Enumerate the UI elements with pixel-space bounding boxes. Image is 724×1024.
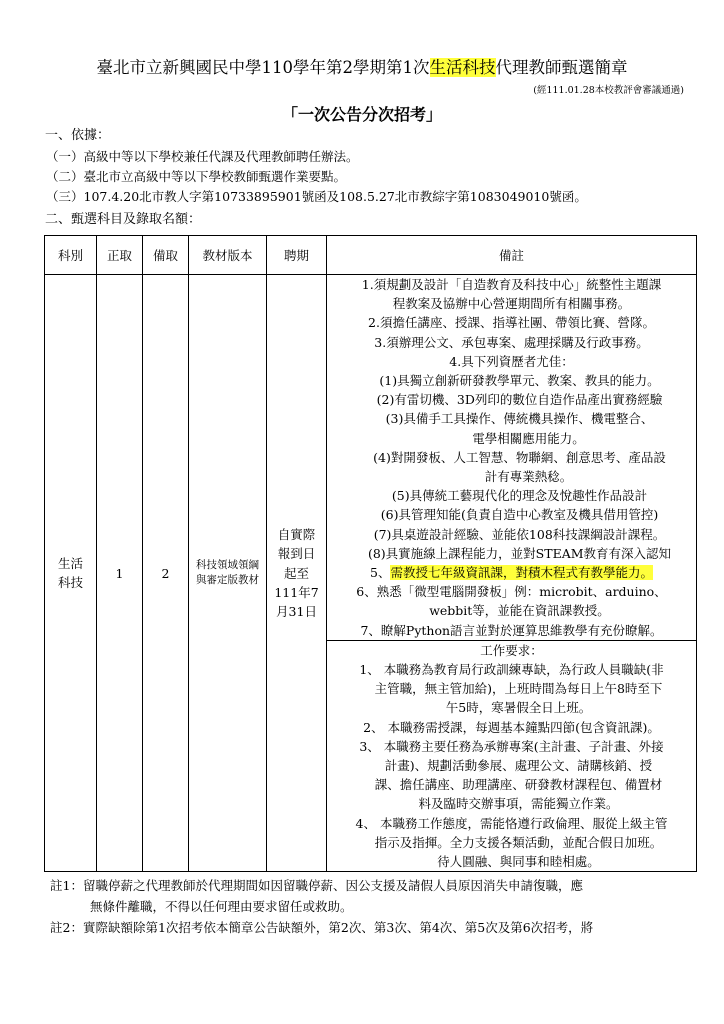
basis-item-2: （二）臺北市立高級中等以下學校教師甄選作業要點。 <box>46 169 347 184</box>
basis-item-3: （三）107.4.20北市教人字第10733895901號函及108.5.27北市教綜字第1083049010號函。 <box>46 189 587 204</box>
header-notes: 備註 <box>327 236 697 275</box>
page-title <box>0 54 724 78</box>
notes-work-requirements: 工作要求： 1、 本職務為教育局行政訓練專缺，為行政人員職缺(非 主管職，無主管加給)，上班時間為每日上午8時至下 午5時，寒暑假全日上班。 2、 本職務需授課，每週基本鐘點四節(包含資訊課)。 3、 本職務主要任務為承辦專案(主計畫、子計畫、外接 計畫)、規劃活動參展、處理公文、請購核銷、授 課、擔任講座、助理講座、研發教材課程包、備置材 料及臨時交辦事項，需能獨立作業。 4、 本職務工作態度，需能恪遵行政倫理、服從上級主管 指示及指揮。全力支援各類活動，並配合假日加班。 待人圓融、與同事和睦相處。 <box>327 640 697 871</box>
title-prefix: 臺北市立新興國民中學110學年第2學期第1次 <box>96 58 430 77</box>
table-header-row <box>45 236 697 275</box>
header-textbook: 教材版本 <box>189 236 267 275</box>
announcement-type: 「一次公告分次招考」 <box>281 105 442 124</box>
header-subject: 科別 <box>45 236 97 275</box>
footnote-1-cont: 無條件離職，不得以任何理由要求留任或救助。 <box>90 899 353 914</box>
header-regular: 正取 <box>97 236 143 275</box>
notes-requirements: 1.須規劃及設計「自造教育及科技中心」統整性主題課 程教案及協辦中心營運期間所有相關事務。 2.須擔任講座、授課、指導社團、帶領比賽、營隊。 3.須辦理公文、承包專案、處理採購及行政事務。 4.具下列資歷者尤佳： (1)具獨立創新研發教學單元、教案、教具的能力。 (2)有雷切機、3D列印的數位自造作品產出實務經驗 (3)具備手工具操作、傳統機具操作、機電整合、 電學相關應用能力。 (4)對開發板、人工智慧、物聯網、創意思考、產品設 計有專業熱稔。 (5)具傳統工藝現代化的理念及悅趣性作品設計 (6)具管理知能(負責自造中心教室及機具借用管控) (7)具桌遊設計經驗、並能依108科技課綱設計課程。 (8)具實施線上課程能力，並對STEAM教育有深入認知 5、需教授七年級資訊課，對積木程式有教學能力。 6、熟悉「微型電腦開發板」例：microbit、arduino、 webbit等，並能在資訊課教授。 7、瞭解Python語言並對於運算思維教學有充份瞭解。 <box>327 275 697 641</box>
approval-note: (經111.01.28本校教評會審議通過) <box>533 85 684 96</box>
header-backup: 備取 <box>143 236 189 275</box>
header-term: 聘期 <box>267 236 327 275</box>
highlighted-requirement: 5、需教授七年級資訊課，對積木程式有教學能力。 <box>370 565 653 581</box>
table-row <box>45 275 697 641</box>
footnote-1: 註1：留職停薪之代理教師於代理期間如因留職停薪、因公支援及請假人員原因消失申請復職，應 <box>50 878 583 893</box>
textbook-cell: 科技領域領綱 與審定版教材 <box>189 275 267 872</box>
backup-count: 2 <box>143 275 189 872</box>
basis-heading: 一、依據： <box>45 128 111 143</box>
footnote-2: 註2：實際缺額除第1次招考依本簡章公告缺額外，第2次、第3次、第4次、第5次及第6次招考，將 <box>50 920 594 935</box>
selection-table <box>44 235 697 872</box>
term-cell: 自實際 報到日 起至 111年7 月31日 <box>267 275 327 872</box>
subject-cell: 生活 科技 <box>45 275 97 872</box>
title-highlight: 生活科技 <box>429 58 496 77</box>
basis-item-1: （一）高級中等以下學校兼任代課及代理教師聘任辦法。 <box>46 149 359 164</box>
title-suffix: 代理教師甄選簡章 <box>495 58 628 77</box>
regular-count: 1 <box>97 275 143 872</box>
subjects-heading: 二、甄選科目及錄取名額： <box>45 212 202 227</box>
